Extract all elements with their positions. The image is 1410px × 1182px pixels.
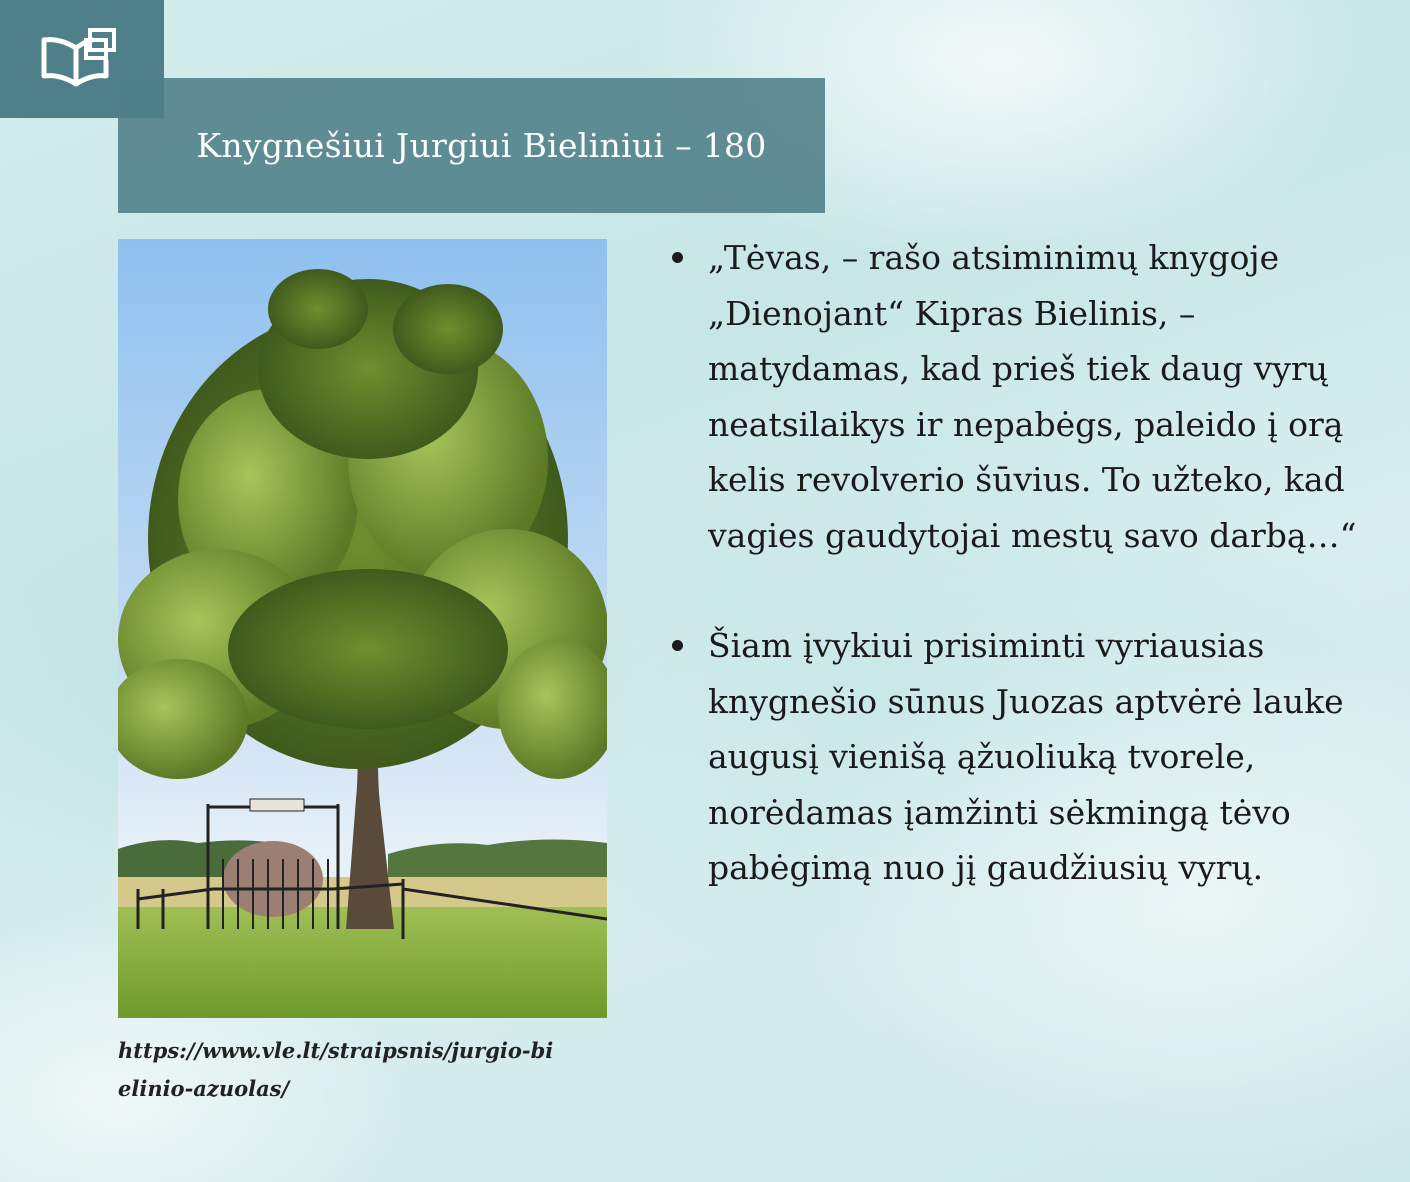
oak-tree-illustration (118, 239, 607, 1018)
oak-tree-photo (118, 239, 607, 1018)
bullet-list (668, 230, 1358, 896)
page-title: Knygnešiui Jurgiui Bieliniui – 180 (196, 126, 767, 165)
list-item (668, 230, 1358, 563)
photo-source-caption: https://www.vle.lt/straipsnis/jurgio-bielinio-azuolas/ (118, 1038, 554, 1101)
list-item-text: „Tėvas, – rašo atsiminimų knygoje „Dienojant“ Kipras Bielinis, – matydamas, kad prieš tiek daug vyrų neatsilaikys ir nepabėgs, paleido į orą kelis revolverio šūvius. To užteko, kad vagies gaudytojai mestų savo darbą…“ (708, 238, 1357, 555)
list-item-text: Šiam įvykiui prisiminti vyriausias knygnešio sūnus Juozas aptvėrė lauke augusį vienišą ąžuoliuką tvorele, norėdamas įamžinti sėkmingą tėvo pabėgimą nuo jį gaudžiusių vyrų. (708, 626, 1344, 887)
bullet-dot (672, 252, 683, 263)
book-link-icon (40, 26, 120, 92)
list-item (668, 618, 1358, 896)
title-bar (118, 78, 825, 213)
bullet-dot (672, 640, 683, 651)
